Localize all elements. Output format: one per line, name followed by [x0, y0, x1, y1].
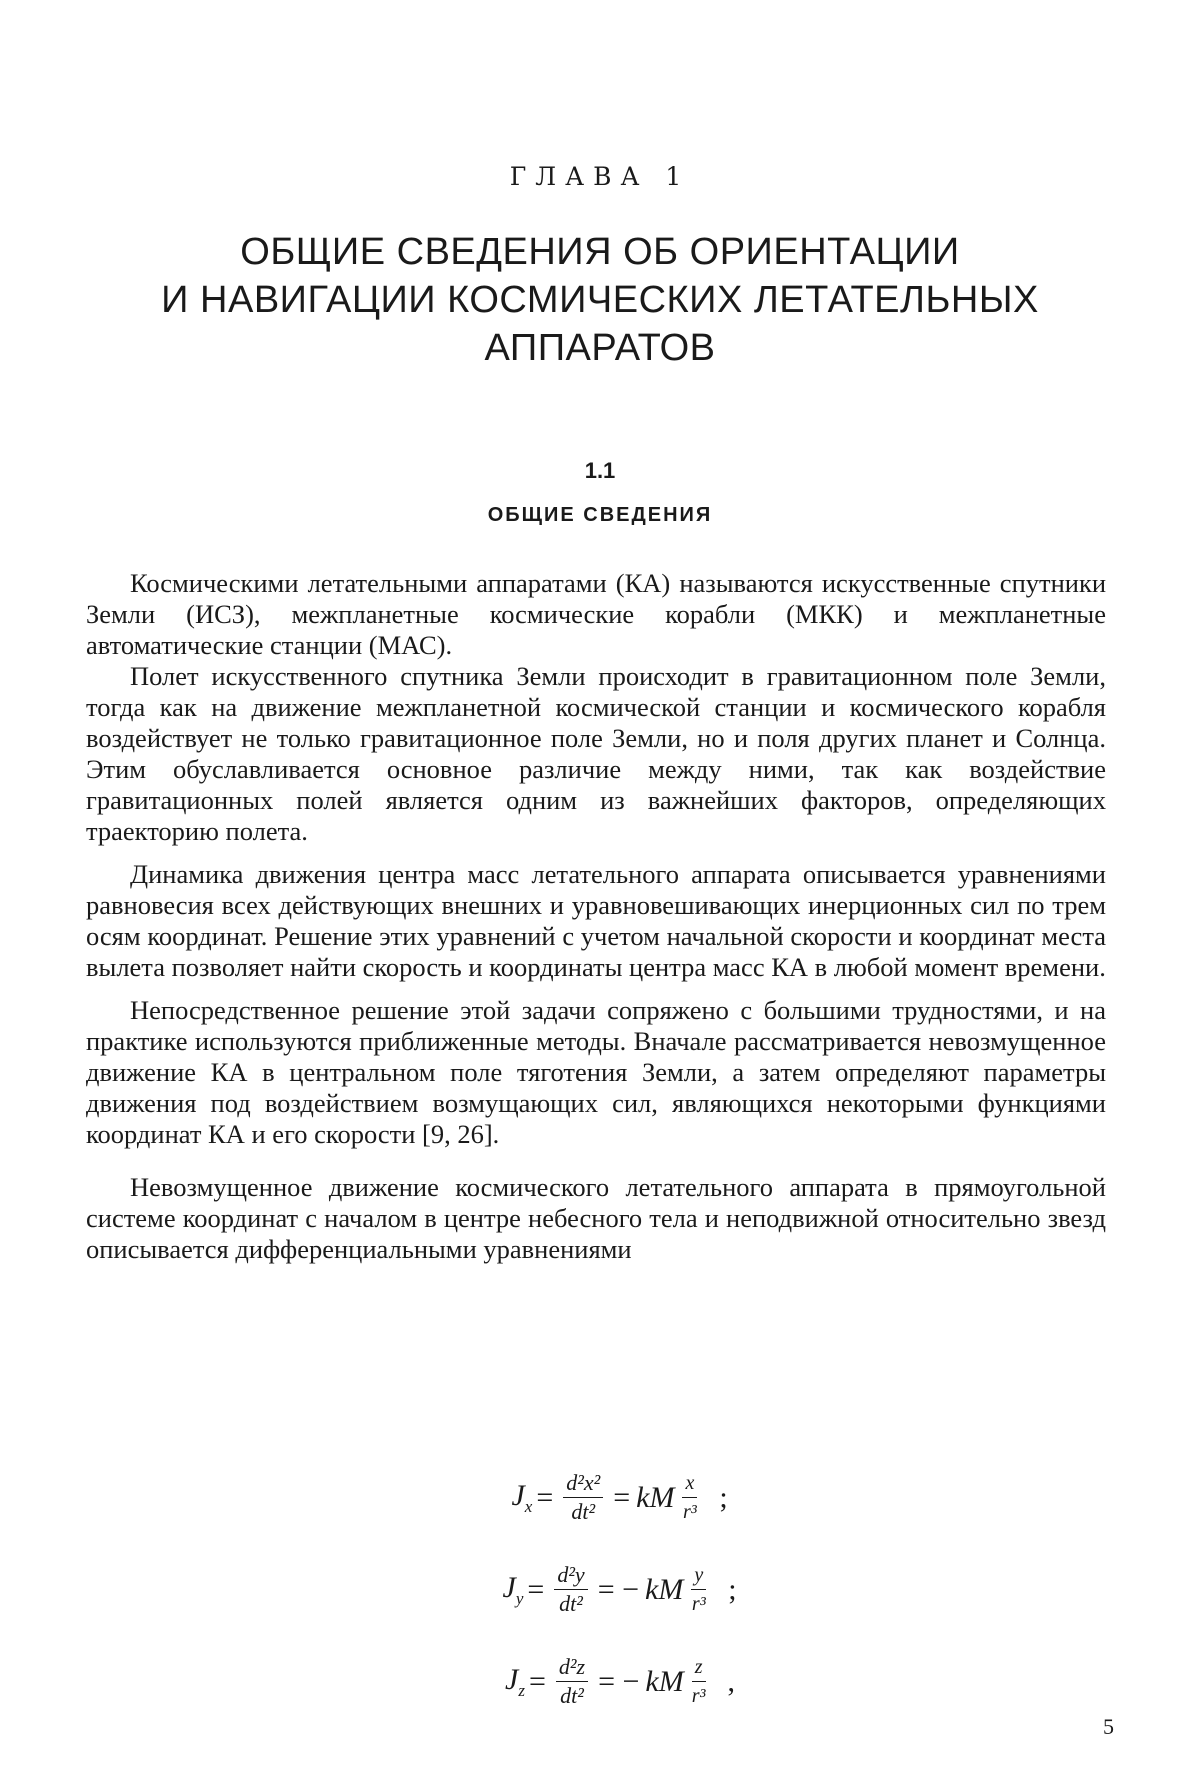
eq-punctuation: ; [719, 1480, 728, 1514]
eq-sign: = [613, 1480, 631, 1514]
eq-constant: kM [636, 1480, 675, 1514]
ratio-fraction: $\frac{z}{\text{r³}}$ [691, 1656, 706, 1707]
equation-y: $J_y$ = $\frac{\text{d²y}}{\text{dt²}}$ = − kM $\frac{y}{\text{r³}}$ ; [502, 1562, 737, 1616]
paragraph: Невозмущенное движение космического летательного аппарата в прямоугольной системе координат с началом в центре небесного тела и неподвижной относительно звезд описывается дифференциальными уравнениями [86, 1172, 1106, 1264]
chapter-title-line: И НАВИГАЦИИ КОСМИЧЕСКИХ ЛЕТАТЕЛЬНЫХ [161, 279, 1039, 321]
eq-subscript: z [518, 1680, 525, 1700]
section-title: ОБЩИЕ СВЕДЕНИЯ [487, 504, 713, 526]
eq-subscript: y [515, 1588, 524, 1608]
chapter-title [0, 228, 1200, 372]
chapter-title-line: АППАРАТОВ [484, 327, 716, 369]
eq-constant: kM [645, 1572, 684, 1606]
ratio-fraction: $\frac{x}{\text{r³}}$ [682, 1472, 697, 1523]
page-number: 5 [1103, 1714, 1114, 1739]
derivative-fraction: $\frac{\text{d²x²}}{\text{dt²}}$ [563, 1470, 603, 1525]
ratio-fraction: $\frac{y}{\text{r³}}$ [691, 1564, 706, 1615]
paragraph: Непосредственное решение этой задачи сопряжено с большими трудностями, и на практике используются приближенные методы. Вначале рассматривается невозмущенное движение КА в центральном поле тяготения Земли, а затем определяют параметры движения под воздействием возмущающих сил, являющихся некоторыми функциями координат КА и его скорости [9, 26]. [86, 995, 1106, 1149]
chapter-label: ГЛАВА 1 [509, 162, 691, 191]
derivative-fraction: $\frac{\text{d²y}}{\text{dt²}}$ [554, 1562, 587, 1617]
paragraph: Космическими летательными аппаратами (КА) называются искусственные спутники Земли (ИСЗ), межпланетные космические корабли (МКК) и межпланетные автоматические станции (МАС). [86, 568, 1106, 660]
chapter-title-line: ОБЩИЕ СВЕДЕНИЯ ОБ ОРИЕНТАЦИИ [240, 231, 960, 273]
equation-z: $J_z$ = $\frac{\text{d²z}}{\text{dt²}}$ = − kM $\frac{z}{\text{r³}}$ , [505, 1654, 736, 1708]
eq-lhs: J [505, 1662, 519, 1696]
paragraph: Динамика движения центра масс летательного аппарата описывается уравнениями равновесия всех действующих внешних и уравновешивающих инерционных сил по трем осям координат. Решение этих уравнений с учетом начальной скорости и координат места вылета позволяет найти скорость и координаты центра масс КА в любой момент времени. [86, 859, 1106, 982]
eq-subscript: x [524, 1496, 533, 1516]
eq-lhs: J [502, 1570, 516, 1604]
eq-punctuation: ; [728, 1572, 737, 1606]
eq-lhs: J [511, 1478, 525, 1512]
section-number: 1.1 [584, 458, 616, 483]
derivative-fraction: $\frac{\text{d²z}}{\text{dt²}}$ [556, 1654, 588, 1709]
eq-punctuation: , [727, 1664, 736, 1698]
eq-sign: = − [597, 1572, 640, 1606]
eq-sign: = − [598, 1664, 640, 1698]
eq-constant: kM [645, 1664, 684, 1698]
paragraph: Полет искусственного спутника Земли происходит в гравитационном поле Земли, тогда как на движение межпланетной космической станции и космического корабля воздействует не только гравитационное поле Земли, но и поля других планет и Солнца. Этим обуславливается основное различие между ними, так как воздействие гравитационных полей является одним из важнейших факторов, определяющих траекторию полета. [86, 661, 1106, 846]
equation-x: $J_x$ = $\frac{\text{d²x²}}{\text{dt²}}$ = kM $\frac{x}{\text{r³}}$ ; [511, 1470, 728, 1524]
body-text [86, 568, 1106, 1265]
